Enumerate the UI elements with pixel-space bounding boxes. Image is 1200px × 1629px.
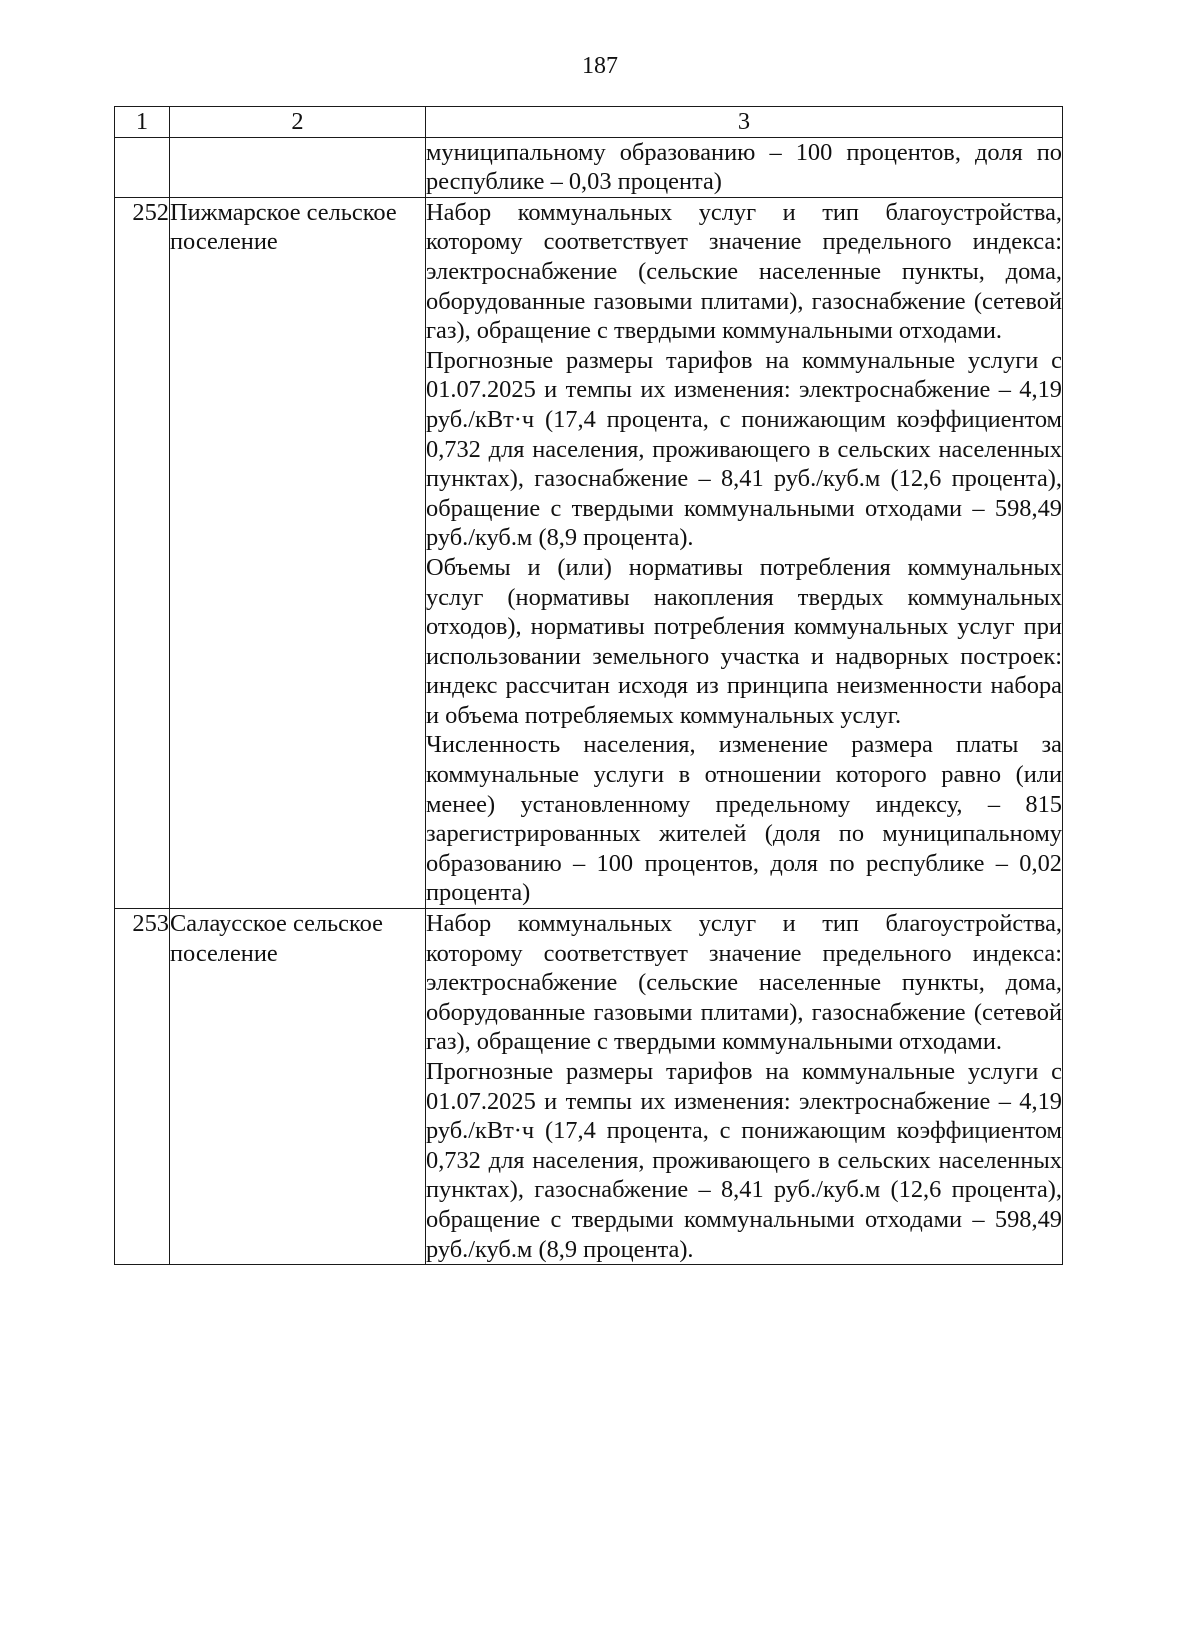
paragraph: Набор коммунальных услуг и тип благоустройства, которому соответствует значение предельного индекса: электроснабжение (сельские населенные пункты, дома, оборудованные газовыми плитами), газоснабжение (сетевой газ), обращение с твердыми коммунальными отходами. (426, 910, 1062, 1056)
settlement-name: Салаусское сельское поселение (170, 909, 426, 1265)
paragraph: Набор коммунальных услуг и тип благоустройства, которому соответствует значение предельного индекса: электроснабжение (сельские населенные пункты, дома, оборудованные газовыми плитами), газоснабжение (сетевой газ), обращение с твердыми коммунальными отходами. (426, 198, 1062, 345)
paragraph: Объемы и (или) нормативы потребления коммунальных услуг (нормативы накопления твердых коммунальных отходов), нормативы потребления коммунальных услуг при использовании земельного участка и надворных построек: индекс рассчитан исходя из принципа неизменности набора и объема потребляемых коммунальных услуг. (426, 553, 1062, 729)
settlement-name: Пижмарское сельское поселение (170, 197, 426, 908)
row-number (115, 137, 170, 197)
row-number: 253 (115, 909, 170, 1265)
column-header: 3 (426, 107, 1063, 138)
table-row (115, 137, 1063, 197)
table-header-row (115, 107, 1063, 138)
row-number: 252 (115, 197, 170, 908)
paragraph: Прогнозные размеры тарифов на коммунальные услуги с 01.07.2025 и темпы их изменения: электроснабжение – 4,19 руб./кВт·ч (17,4 процента, с понижающим коэффициентом 0,732 для населения, проживающего в сельских населенных пунктах), газоснабжение – 8,41 руб./куб.м (12,6 процента), обращение с твердыми коммунальными отходами – 598,49 руб./куб.м (8,9 процента). (426, 346, 1062, 552)
column-header: 1 (115, 107, 170, 138)
page-number: 187 (582, 53, 618, 79)
description-cell (426, 197, 1063, 908)
table-row (115, 909, 1063, 1265)
table-row (115, 197, 1063, 908)
column-header: 2 (170, 107, 426, 138)
description-cell (426, 137, 1063, 197)
paragraph: муниципальному образованию – 100 процентов, доля по республике – 0,03 процента) (426, 138, 1062, 196)
tariff-table (114, 106, 1063, 1265)
paragraph: Прогнозные размеры тарифов на коммунальные услуги с 01.07.2025 и темпы их изменения: электроснабжение – 4,19 руб./кВт·ч (17,4 процента, с понижающим коэффициентом 0,732 для населения, проживающего в сельских населенных пунктах), газоснабжение – 8,41 руб./куб.м (12,6 процента), обращение с твердыми коммунальными отходами – 598,49 руб./куб.м (8,9 процента). (426, 1058, 1062, 1263)
settlement-name (170, 137, 426, 197)
paragraph: Численность населения, изменение размера платы за коммунальные услуги в отношении которого равно (или менее) установленному предельному индексу, – 815 зарегистрированных жителей (доля по муниципальному образованию – 100 процентов, доля по республике – 0,02 процента) (426, 731, 1062, 907)
description-cell (426, 909, 1063, 1265)
